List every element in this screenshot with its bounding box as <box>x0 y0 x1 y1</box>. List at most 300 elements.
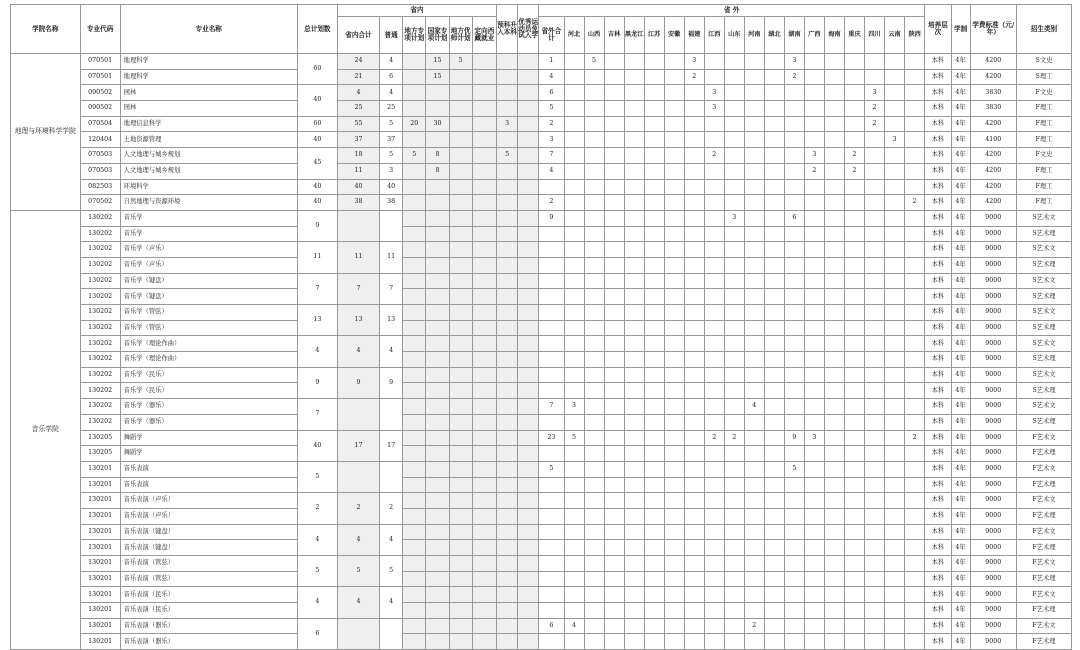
cell-tibet <box>472 69 496 85</box>
cell-prep <box>497 603 518 619</box>
province-cell <box>704 618 724 634</box>
study-years: 4年 <box>951 587 970 603</box>
major-name: 音乐学（民乐） <box>120 367 297 383</box>
tuition-fee: 9000 <box>970 289 1016 305</box>
total-plan: 6 <box>297 618 337 649</box>
tuition-fee: 9000 <box>970 493 1016 509</box>
province-cell <box>744 603 764 619</box>
total-plan: 40 <box>297 85 337 116</box>
province-cell <box>704 508 724 524</box>
cell-prep <box>497 587 518 603</box>
table-row <box>11 85 1072 101</box>
province-cell <box>684 289 704 305</box>
province-cell <box>724 305 744 321</box>
cell-local: 5 <box>403 148 426 164</box>
total-plan: 40 <box>297 132 337 148</box>
cell-out-total <box>539 508 564 524</box>
province-cell <box>604 85 624 101</box>
total-plan: 60 <box>297 54 337 85</box>
cell-athlete <box>518 226 539 242</box>
province-cell <box>804 54 824 70</box>
province-cell <box>784 242 804 258</box>
cell-national <box>426 257 449 273</box>
cell-local <box>403 587 426 603</box>
header-province: 河南 <box>744 17 764 54</box>
cell-tibet <box>472 493 496 509</box>
table-row <box>11 399 1072 415</box>
cell-in-total: 38 <box>337 195 379 211</box>
province-cell <box>744 524 764 540</box>
training-level: 本科 <box>925 556 951 572</box>
total-plan: 7 <box>297 273 337 304</box>
province-cell <box>885 116 905 132</box>
province-cell <box>844 179 864 195</box>
training-level: 本科 <box>925 54 951 70</box>
training-level: 本科 <box>925 508 951 524</box>
cell-teacher <box>449 195 472 211</box>
total-plan: 40 <box>297 430 337 461</box>
training-level: 本科 <box>925 85 951 101</box>
province-cell <box>624 320 644 336</box>
province-cell: 3 <box>704 85 724 101</box>
cell-normal: 40 <box>380 179 403 195</box>
province-cell <box>885 634 905 650</box>
cell-prep <box>497 289 518 305</box>
tuition-fee: 3830 <box>970 101 1016 117</box>
province-cell <box>844 414 864 430</box>
cell-national <box>426 367 449 383</box>
province-cell <box>584 242 604 258</box>
province-cell <box>624 85 644 101</box>
cell-athlete <box>518 618 539 634</box>
study-years: 4年 <box>951 477 970 493</box>
province-cell: 2 <box>724 430 744 446</box>
province-cell <box>905 603 925 619</box>
table-row <box>11 556 1072 572</box>
cell-national <box>426 179 449 195</box>
cell-in-total <box>337 210 379 241</box>
cell-out-total <box>539 226 564 242</box>
tuition-fee: 9000 <box>970 257 1016 273</box>
province-cell <box>644 336 664 352</box>
table-row <box>11 163 1072 179</box>
province-cell <box>704 163 724 179</box>
cell-teacher <box>449 210 472 226</box>
province-cell <box>684 399 704 415</box>
province-cell <box>684 430 704 446</box>
cell-out-total <box>539 524 564 540</box>
enroll-category: S艺术文 <box>1016 273 1071 289</box>
province-cell <box>684 336 704 352</box>
province-cell <box>564 257 584 273</box>
major-code: 130201 <box>80 587 120 603</box>
major-name: 音乐表演（管弦） <box>120 556 297 572</box>
province-cell <box>905 226 925 242</box>
province-cell <box>624 179 644 195</box>
cell-out-total <box>539 634 564 650</box>
major-code: 130202 <box>80 273 120 289</box>
cell-in-total: 11 <box>337 163 379 179</box>
table-row <box>11 414 1072 430</box>
tuition-fee: 9000 <box>970 320 1016 336</box>
header-prep: 预科升入本科 <box>497 5 518 54</box>
province-cell <box>604 383 624 399</box>
province-cell <box>624 242 644 258</box>
province-cell <box>664 54 684 70</box>
province-cell <box>724 179 744 195</box>
cell-prep <box>497 399 518 415</box>
province-cell <box>644 446 664 462</box>
study-years: 4年 <box>951 179 970 195</box>
province-cell <box>604 618 624 634</box>
tuition-fee: 9000 <box>970 383 1016 399</box>
province-cell <box>885 367 905 383</box>
province-cell <box>684 195 704 211</box>
cell-athlete <box>518 85 539 101</box>
province-cell <box>644 257 664 273</box>
tuition-fee: 3830 <box>970 85 1016 101</box>
tuition-fee: 9000 <box>970 540 1016 556</box>
province-cell <box>744 242 764 258</box>
province-cell <box>624 524 644 540</box>
tuition-fee: 4100 <box>970 132 1016 148</box>
province-cell <box>784 148 804 164</box>
province-cell <box>624 305 644 321</box>
cell-teacher <box>449 383 472 399</box>
province-cell <box>885 195 905 211</box>
enroll-category: S艺术理 <box>1016 320 1071 336</box>
province-cell <box>564 242 584 258</box>
province-cell <box>764 179 784 195</box>
header-province: 四川 <box>864 17 884 54</box>
cell-normal: 4 <box>380 524 403 555</box>
cell-local <box>403 461 426 477</box>
province-cell <box>624 163 644 179</box>
province-cell <box>704 69 724 85</box>
province-cell: 2 <box>684 69 704 85</box>
cell-tibet <box>472 163 496 179</box>
province-cell <box>564 587 584 603</box>
province-cell <box>584 69 604 85</box>
province-cell <box>804 399 824 415</box>
province-cell <box>624 210 644 226</box>
cell-local <box>403 273 426 289</box>
header-in-sub: 省内合计 <box>337 17 379 54</box>
province-cell: 2 <box>704 430 724 446</box>
cell-prep <box>497 132 518 148</box>
province-cell <box>724 132 744 148</box>
province-cell <box>684 618 704 634</box>
province-cell <box>784 414 804 430</box>
province-cell <box>824 603 844 619</box>
province-cell <box>624 399 644 415</box>
tuition-fee: 9000 <box>970 587 1016 603</box>
province-cell <box>704 446 724 462</box>
province-cell <box>724 195 744 211</box>
cell-local <box>403 634 426 650</box>
province-cell <box>564 556 584 572</box>
total-plan: 4 <box>297 524 337 555</box>
enroll-category: S艺术文 <box>1016 242 1071 258</box>
province-cell <box>804 461 824 477</box>
cell-in-total: 17 <box>337 430 379 461</box>
training-level: 本科 <box>925 367 951 383</box>
cell-athlete <box>518 101 539 117</box>
province-cell <box>744 320 764 336</box>
province-cell <box>564 336 584 352</box>
training-level: 本科 <box>925 571 951 587</box>
province-cell <box>864 195 884 211</box>
cell-local <box>403 508 426 524</box>
province-cell <box>644 148 664 164</box>
province-cell <box>744 289 764 305</box>
enroll-category: F艺术文 <box>1016 587 1071 603</box>
header-in-province: 省内 <box>337 5 496 17</box>
province-cell <box>824 524 844 540</box>
province-cell <box>784 571 804 587</box>
cell-local <box>403 179 426 195</box>
province-cell <box>564 163 584 179</box>
study-years: 4年 <box>951 195 970 211</box>
table-row <box>11 618 1072 634</box>
province-cell: 3 <box>704 101 724 117</box>
province-cell <box>885 148 905 164</box>
training-level: 本科 <box>925 273 951 289</box>
cell-local <box>403 618 426 634</box>
cell-local <box>403 320 426 336</box>
cell-local <box>403 289 426 305</box>
enroll-category: F艺术理 <box>1016 540 1071 556</box>
province-cell <box>604 352 624 368</box>
major-code: 090502 <box>80 101 120 117</box>
province-cell <box>824 320 844 336</box>
province-cell <box>664 414 684 430</box>
province-cell <box>584 587 604 603</box>
province-cell <box>704 195 724 211</box>
province-cell: 2 <box>784 69 804 85</box>
province-cell <box>784 493 804 509</box>
cell-prep <box>497 477 518 493</box>
cell-athlete <box>518 352 539 368</box>
enroll-category: F理工 <box>1016 179 1071 195</box>
cell-national <box>426 477 449 493</box>
province-cell <box>724 257 744 273</box>
cell-local <box>403 352 426 368</box>
province-cell <box>885 493 905 509</box>
enroll-category: F艺术文 <box>1016 430 1071 446</box>
total-plan: 4 <box>297 587 337 618</box>
province-cell <box>564 477 584 493</box>
cell-national: 30 <box>426 116 449 132</box>
province-cell <box>724 461 744 477</box>
cell-in-total: 18 <box>337 148 379 164</box>
major-code: 130202 <box>80 305 120 321</box>
tuition-fee: 9000 <box>970 226 1016 242</box>
tuition-fee: 9000 <box>970 305 1016 321</box>
province-cell <box>724 242 744 258</box>
province-cell <box>864 571 884 587</box>
province-cell <box>704 289 724 305</box>
province-cell <box>724 273 744 289</box>
province-cell <box>804 242 824 258</box>
cell-athlete <box>518 148 539 164</box>
cell-local <box>403 101 426 117</box>
province-cell <box>804 367 824 383</box>
study-years: 4年 <box>951 320 970 336</box>
cell-athlete <box>518 273 539 289</box>
province-cell <box>764 116 784 132</box>
province-cell <box>584 148 604 164</box>
cell-tibet <box>472 618 496 634</box>
province-cell <box>905 116 925 132</box>
cell-tibet <box>472 603 496 619</box>
province-cell <box>744 508 764 524</box>
province-cell <box>824 273 844 289</box>
province-cell <box>885 352 905 368</box>
training-level: 本科 <box>925 493 951 509</box>
province-cell <box>905 634 925 650</box>
enroll-category: S艺术理 <box>1016 289 1071 305</box>
training-level: 本科 <box>925 163 951 179</box>
province-cell <box>584 101 604 117</box>
province-cell <box>764 226 784 242</box>
header-fee: 学费标准（元/年） <box>970 5 1016 54</box>
training-level: 本科 <box>925 148 951 164</box>
province-cell <box>664 587 684 603</box>
cell-normal: 25 <box>380 101 403 117</box>
cell-out-total <box>539 179 564 195</box>
enrollment-plan-table <box>10 4 1072 650</box>
province-cell <box>564 116 584 132</box>
cell-tibet <box>472 242 496 258</box>
cell-national <box>426 273 449 289</box>
total-plan: 5 <box>297 556 337 587</box>
tuition-fee: 9000 <box>970 556 1016 572</box>
table-row <box>11 101 1072 117</box>
province-cell <box>604 101 624 117</box>
province-cell <box>784 540 804 556</box>
major-code: 130202 <box>80 383 120 399</box>
province-cell <box>684 571 704 587</box>
cell-local <box>403 210 426 226</box>
province-cell <box>824 587 844 603</box>
province-cell <box>704 54 724 70</box>
province-cell <box>824 289 844 305</box>
major-code: 130202 <box>80 399 120 415</box>
cell-teacher <box>449 587 472 603</box>
enroll-category: F艺术理 <box>1016 446 1071 462</box>
study-years: 4年 <box>951 101 970 117</box>
cell-teacher <box>449 618 472 634</box>
province-cell <box>784 508 804 524</box>
major-code: 130205 <box>80 446 120 462</box>
table-row <box>11 69 1072 85</box>
province-cell <box>564 634 584 650</box>
province-cell <box>584 305 604 321</box>
study-years: 4年 <box>951 85 970 101</box>
training-level: 本科 <box>925 195 951 211</box>
province-cell <box>905 571 925 587</box>
province-cell <box>624 508 644 524</box>
major-code: 130201 <box>80 493 120 509</box>
table-row <box>11 54 1072 70</box>
total-plan: 40 <box>297 195 337 211</box>
province-cell <box>784 179 804 195</box>
table-row <box>11 179 1072 195</box>
major-name: 音乐学（器乐） <box>120 414 297 430</box>
study-years: 4年 <box>951 305 970 321</box>
cell-tibet <box>472 587 496 603</box>
province-cell <box>824 195 844 211</box>
cell-national <box>426 383 449 399</box>
cell-local <box>403 383 426 399</box>
province-cell <box>744 69 764 85</box>
cell-prep <box>497 336 518 352</box>
province-cell <box>664 477 684 493</box>
training-level: 本科 <box>925 179 951 195</box>
cell-normal <box>380 618 403 649</box>
cell-national <box>426 336 449 352</box>
cell-normal: 4 <box>380 587 403 618</box>
province-cell <box>624 540 644 556</box>
major-code: 130205 <box>80 430 120 446</box>
cell-out-total: 3 <box>539 132 564 148</box>
cell-prep <box>497 524 518 540</box>
major-code: 070503 <box>80 148 120 164</box>
header-province: 广西 <box>804 17 824 54</box>
cell-out-total: 6 <box>539 85 564 101</box>
table-row <box>11 116 1072 132</box>
province-cell <box>684 493 704 509</box>
province-cell <box>824 179 844 195</box>
major-name: 音乐表演（键盘） <box>120 524 297 540</box>
province-cell <box>764 273 784 289</box>
province-cell <box>564 195 584 211</box>
province-cell: 9 <box>784 430 804 446</box>
province-cell <box>905 352 925 368</box>
province-cell <box>684 367 704 383</box>
header-province: 云南 <box>885 17 905 54</box>
table-row <box>11 493 1072 509</box>
major-code: 070502 <box>80 195 120 211</box>
province-cell <box>824 242 844 258</box>
table-row <box>11 524 1072 540</box>
training-level: 本科 <box>925 430 951 446</box>
study-years: 4年 <box>951 493 970 509</box>
enroll-category: S艺术理 <box>1016 414 1071 430</box>
cell-out-total <box>539 540 564 556</box>
province-cell <box>644 179 664 195</box>
major-name: 音乐学（理论作曲） <box>120 336 297 352</box>
province-cell: 4 <box>564 618 584 634</box>
cell-normal: 17 <box>380 430 403 461</box>
cell-tibet <box>472 116 496 132</box>
cell-normal: 11 <box>380 242 403 273</box>
table-row <box>11 210 1072 226</box>
cell-out-total: 7 <box>539 148 564 164</box>
province-cell <box>844 367 864 383</box>
enroll-category: S艺术理 <box>1016 226 1071 242</box>
cell-national <box>426 320 449 336</box>
province-cell <box>764 493 784 509</box>
province-cell <box>584 257 604 273</box>
province-cell <box>905 69 925 85</box>
province-cell <box>664 273 684 289</box>
province-cell <box>864 603 884 619</box>
province-cell <box>644 571 664 587</box>
training-level: 本科 <box>925 383 951 399</box>
table-row <box>11 320 1072 336</box>
